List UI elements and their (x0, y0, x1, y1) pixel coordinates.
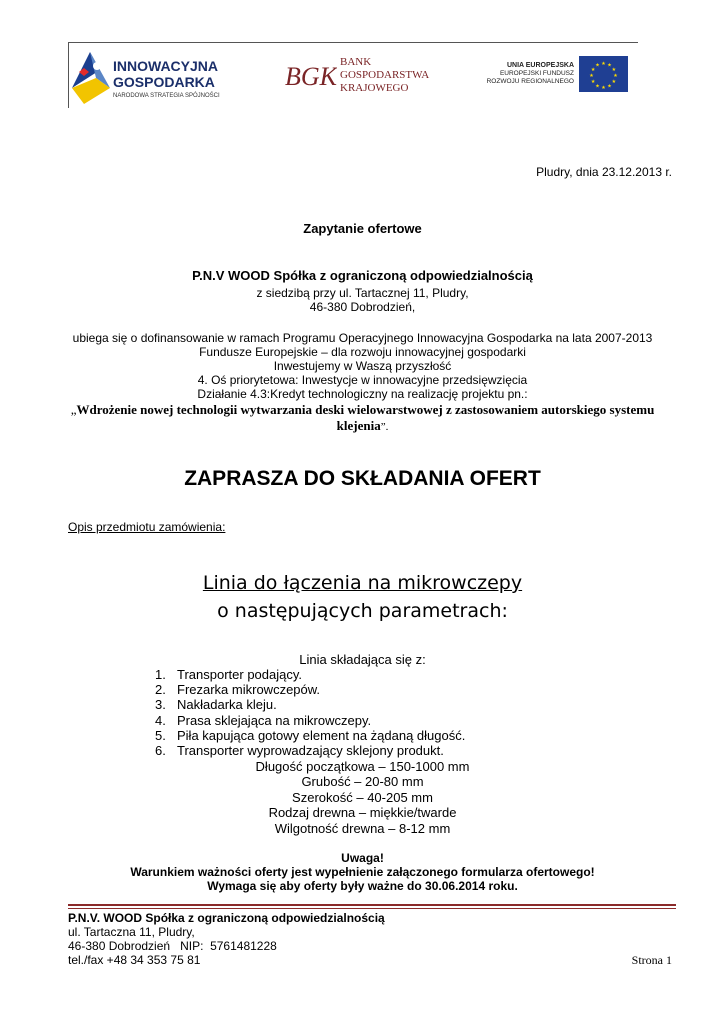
list-item-text: Piła kapująca gotowy element na żądaną długość. (177, 727, 466, 743)
innowacyjna-gospodarka-logo-icon (70, 48, 112, 106)
eu-logo-line2: EUROPEJSKI FUNDUSZ (499, 70, 574, 77)
param-line: Szerokość – 40-205 mm (292, 790, 433, 805)
list-item-number: 3. (155, 697, 166, 713)
footer-company: P.N.V. WOOD Spółka z ograniczoną odpowiedzialnością (68, 911, 385, 925)
ig-logo-line2: GOSPODARKA (113, 74, 215, 90)
svg-text:★: ★ (611, 67, 617, 73)
company-address-line2: 46-380 Dobrodzień, (309, 300, 416, 314)
date-line: Pludry, dnia 23.12.2013 r. (536, 165, 672, 179)
list-item-text: Transporter podający. (177, 667, 303, 682)
param-line: Długość początkowa – 150-1000 mm (255, 759, 470, 774)
footer-phone: tel./fax +48 34 353 75 81 (68, 953, 201, 967)
project-close-quote: ”. (380, 421, 389, 433)
project-title-bold2: klejenia (336, 418, 381, 433)
svg-text:★: ★ (601, 85, 606, 91)
ig-logo-line3: NARODOWA STRATEGIA SPÓJNOŚCI (113, 93, 220, 99)
notice-line3: Wymaga się aby oferty były ważne do 30.06.2014 roku. (207, 879, 518, 893)
notice-line2: Warunkiem ważności oferty jest wypełnienie załączonego formularza ofertowego! (130, 865, 595, 879)
svg-text:★: ★ (607, 83, 612, 90)
list-item-text: Prasa sklejająca na mikrowczepy. (177, 712, 372, 728)
header-top-rule (68, 42, 638, 43)
list-intro: Linia składająca się z: (299, 652, 426, 667)
svg-text:★: ★ (613, 73, 618, 79)
list-item (155, 713, 465, 728)
svg-text:★: ★ (601, 61, 606, 67)
document-title: Zapytanie ofertowe (303, 221, 422, 236)
footer-address-line2: 46-380 Dobrodzień NIP: 5761481228 (68, 939, 277, 953)
list-item-number: 4. (155, 712, 166, 728)
list-item-number: 2. (155, 682, 166, 698)
bgk-logo-line3: KRAJOWEGO (340, 82, 409, 94)
footer-rule-thin (68, 908, 676, 909)
intro-line5: Działanie 4.3:Kredyt technologiczny na realizację projektu pn.: (197, 387, 528, 401)
intro-line2: Fundusze Europejskie – dla rozwoju innowacyjnej gospodarki (199, 345, 526, 359)
eu-logo-line1: UNIA EUROPEJSKA (506, 62, 574, 69)
list-item-text: Nakładarka kleju. (177, 697, 277, 713)
param-line: Grubość – 20-80 mm (301, 774, 424, 789)
svg-text:★: ★ (595, 62, 600, 69)
eu-logo-line3: ROZWOJU REGIONALNEGO (486, 78, 574, 85)
company-name: P.N.V WOOD Spółka z ograniczoną odpowiedzialnością (192, 268, 533, 283)
ig-logo-line1: INNOWACYJNA (113, 58, 219, 74)
item-heading-line2: o następujących parametrach: (217, 600, 508, 622)
list-item-text: Frezarka mikrowczepów. (177, 682, 321, 698)
footer-rule-thick (68, 904, 676, 906)
project-title-bold1: Wdrożenie nowej technologii wytwarzania deski wielowarstwowej z zastosowaniem autorskiego systemu (76, 402, 655, 417)
notice-line1: Uwaga! (341, 851, 384, 865)
param-line: Rodzaj drewna – miękkie/twarde (268, 805, 457, 820)
header-left-rule (68, 42, 69, 108)
intro-line4: 4. Oś priorytetowa: Inwestycje w innowacyjne przedsięwzięcia (197, 373, 528, 387)
bgk-monogram (285, 55, 337, 95)
company-address-line1: z siedzibą przy ul. Tartacznej 11, Pludry, (256, 286, 469, 300)
list-item (155, 697, 465, 712)
project-title-line2 (0, 418, 725, 435)
bgk-logo-line1: BANK (340, 56, 372, 68)
bgk-logo-line2: GOSPODARSTWA (340, 69, 430, 81)
intro-line1: ubiega się o dofinansowanie w ramach Programu Operacyjnego Innowacyjna Gospodarka na lata 2007-2013 (72, 331, 653, 345)
svg-text:★: ★ (590, 79, 596, 85)
eu-logo-text (470, 62, 574, 86)
footer-address-line1: ul. Tartaczna 11, Pludry, (68, 925, 195, 939)
project-open-quote: „ (70, 402, 77, 417)
list-item (155, 728, 465, 743)
svg-text:★: ★ (611, 79, 617, 85)
invite-heading: ZAPRASZA DO SKŁADANIA OFERT (184, 467, 541, 490)
list-item-number: 5. (155, 727, 166, 743)
svg-text:★: ★ (607, 62, 612, 69)
intro-line3: Inwestujemy w Waszą przyszłość (273, 359, 452, 373)
list-item (155, 667, 465, 682)
components-list (155, 667, 465, 758)
list-item (155, 743, 465, 758)
eu-flag-icon (579, 56, 628, 92)
project-title-line1 (0, 402, 725, 417)
list-item (155, 682, 465, 697)
param-line: Wilgotność drewna – 8-12 mm (274, 821, 451, 836)
svg-text:★: ★ (589, 73, 594, 79)
svg-text:★: ★ (595, 83, 600, 90)
list-item-number: 6. (155, 743, 166, 759)
list-item-text: Transporter wyprowadzający sklejony produkt. (177, 743, 444, 759)
svg-text:★: ★ (590, 67, 596, 73)
item-heading-line1: Linia do łączenia na mikrowczepy (202, 572, 523, 594)
bgk-monogram-text: BGK (285, 62, 337, 91)
list-item-number: 1. (155, 667, 166, 682)
subject-label: Opis przedmiotu zamówienia: (68, 520, 226, 534)
page-number: Strona 1 (631, 953, 672, 967)
